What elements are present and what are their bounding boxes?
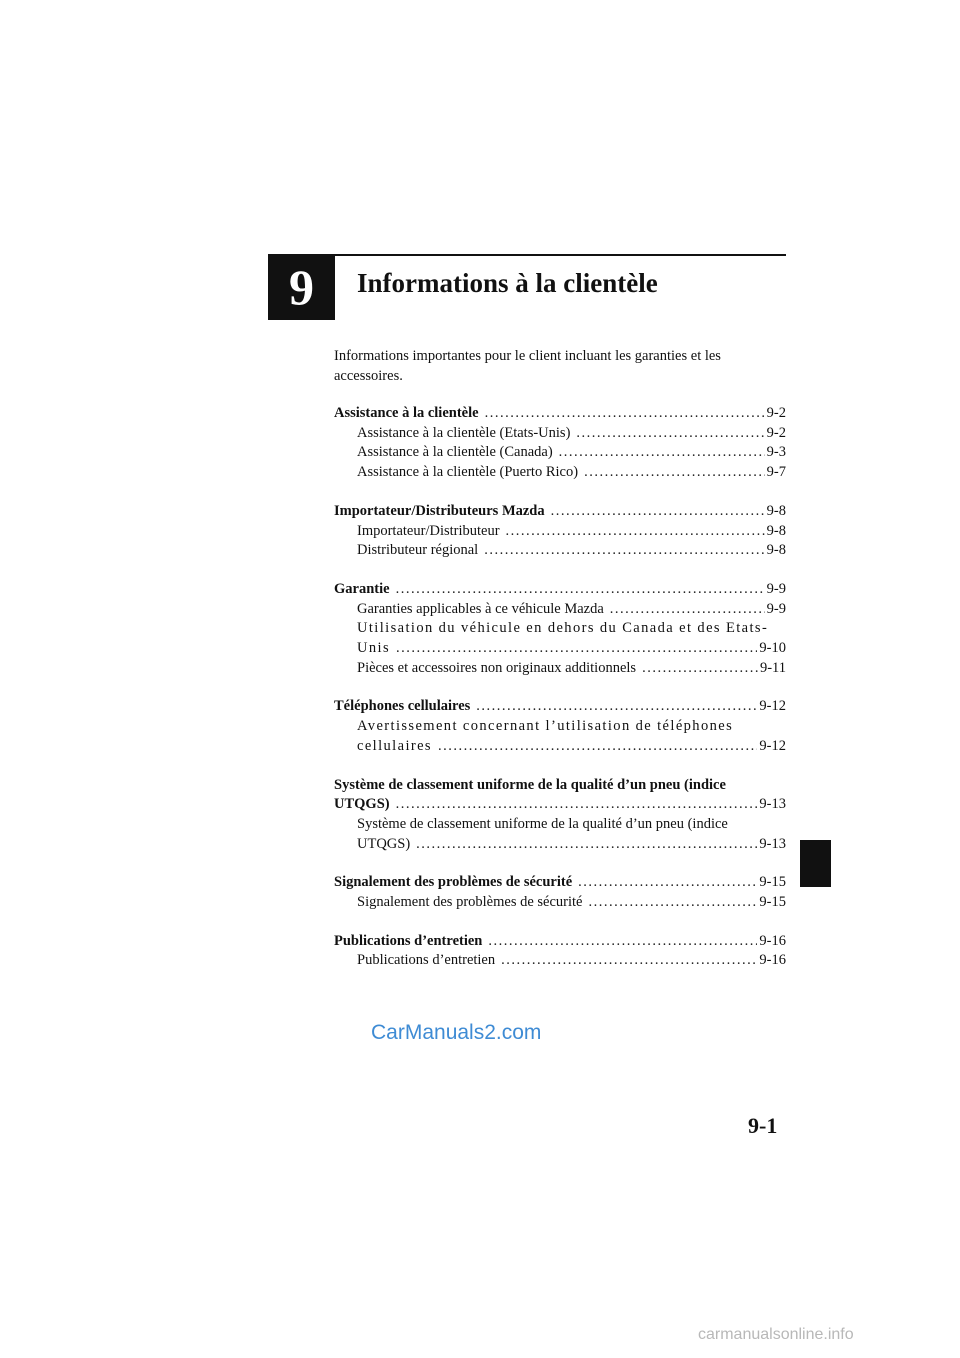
toc-section: [334, 932, 786, 971]
toc-entry-page: 9-12: [759, 737, 786, 754]
toc-section: [334, 776, 786, 855]
toc-section: [334, 404, 786, 483]
toc-entry-title: Publications d’entretien: [357, 952, 496, 969]
dot-leader: [551, 502, 765, 522]
toc-entry-title: Publications d’entretien: [334, 932, 483, 949]
toc-entry-title: Signalement des problèmes de sécurité: [357, 894, 583, 911]
chapter-intro: Informations importantes pour le client incluant les garanties et les accessoires.: [334, 348, 721, 384]
toc-entry-title-line1: Avertissement concernant l’utilisation de téléphones: [357, 718, 734, 735]
toc-entry-sub[interactable]: [334, 424, 786, 444]
toc-entry-main[interactable]: [334, 580, 786, 600]
toc-entry-main[interactable]: [334, 502, 786, 522]
toc-entry-title: Assistance à la clientèle: [334, 405, 479, 421]
dot-leader: [476, 697, 757, 717]
dot-leader: [488, 932, 757, 952]
dot-leader: [438, 737, 757, 757]
toc-entry-sub[interactable]: [334, 659, 786, 679]
dot-leader: [578, 873, 757, 893]
toc-section: [334, 580, 786, 679]
chapter-number-box: [268, 254, 335, 320]
toc-section: [334, 502, 786, 561]
toc-entry-title: Garantie: [334, 580, 390, 597]
toc-entry-title-line1: Système de classement uniforme de la qualité d’un pneu (indice: [357, 815, 728, 832]
dot-leader: [485, 404, 765, 424]
toc-entry-title: Importateur/Distributeurs Mazda: [334, 502, 545, 519]
toc-entry-page: 9-9: [766, 580, 786, 597]
toc-entry-sub[interactable]: [334, 717, 786, 756]
toc-entry-page: 9-12: [759, 698, 786, 715]
toc-entry-sub[interactable]: [334, 600, 786, 620]
chapter-title-rule: [335, 254, 786, 256]
dot-leader: [396, 639, 757, 659]
dot-leader: [501, 951, 757, 971]
toc-entry-page: 9-10: [759, 640, 786, 657]
table-of-contents: [334, 404, 786, 990]
toc-entry-main[interactable]: [334, 404, 786, 424]
toc-entry-main[interactable]: [334, 932, 786, 952]
toc-section: [334, 697, 786, 756]
toc-section: [334, 873, 786, 912]
toc-entry-title-line2: cellulaires: [357, 737, 432, 754]
toc-entry-sub[interactable]: [334, 541, 786, 561]
toc-entry-title: Assistance à la clientèle (Canada): [357, 444, 553, 461]
toc-entry-title-line2: UTQGS): [357, 835, 411, 852]
dot-leader: [610, 600, 765, 620]
toc-entry-title: Assistance à la clientèle (Puerto Rico): [357, 464, 579, 481]
toc-entry-page: 9-8: [766, 522, 786, 539]
toc-entry-page: 9-13: [759, 796, 786, 813]
toc-entry-title-line1: Système de classement uniforme de la qualité d’un pneu (indice: [334, 776, 726, 793]
dot-leader: [506, 522, 765, 542]
toc-entry-page: 9-8: [766, 502, 786, 519]
dot-leader: [396, 795, 758, 815]
dot-leader: [576, 424, 764, 444]
toc-entry-sub[interactable]: [334, 893, 786, 913]
toc-entry-title: Importateur/Distributeur: [357, 522, 500, 539]
dot-leader: [396, 580, 765, 600]
toc-entry-page: 9-15: [759, 874, 786, 891]
chapter-number: 9: [289, 259, 314, 315]
toc-entry-page: 9-3: [766, 444, 786, 461]
toc-entry-sub[interactable]: [334, 443, 786, 463]
toc-entry-title: Distributeur régional: [357, 542, 479, 559]
toc-entry-sub[interactable]: [334, 951, 786, 971]
toc-entry-page: 9-7: [766, 464, 786, 481]
dot-leader: [416, 835, 757, 855]
toc-entry-page: 9-13: [759, 835, 786, 852]
toc-entry-page: 9-2: [766, 424, 786, 441]
toc-entry-sub[interactable]: [334, 522, 786, 542]
toc-entry-title: Signalement des problèmes de sécurité: [334, 874, 573, 891]
toc-entry-main[interactable]: [334, 873, 786, 893]
dot-leader: [642, 659, 758, 679]
toc-entry-title: Pièces et accessoires non originaux additionnels: [357, 659, 637, 676]
toc-entry-page: 9-9: [766, 600, 786, 617]
toc-entry-main[interactable]: [334, 697, 786, 717]
dot-leader: [484, 541, 764, 561]
chapter-thumb-tab: [800, 840, 831, 887]
toc-entry-page: 9-8: [766, 542, 786, 559]
dot-leader: [589, 893, 758, 913]
toc-entry-page: 9-16: [759, 952, 786, 969]
toc-entry-page: 9-2: [766, 405, 786, 421]
chapter-title: Informations à la clientèle: [357, 268, 658, 298]
toc-entry-sub[interactable]: [334, 815, 786, 854]
footer-watermark: carmanualsonline.info: [698, 1326, 854, 1343]
toc-entry-main[interactable]: [334, 776, 786, 815]
watermark-logo: CarManuals2.com: [371, 1021, 542, 1044]
dot-leader: [584, 463, 765, 483]
toc-entry-title-line1: Utilisation du véhicule en dehors du Canada et des Etats-: [357, 620, 769, 637]
toc-entry-sub[interactable]: [334, 619, 786, 658]
toc-entry-title-line2: UTQGS): [334, 796, 390, 813]
toc-entry-page: 9-15: [759, 894, 786, 911]
dot-leader: [559, 443, 765, 463]
toc-entry-page: 9-16: [759, 932, 786, 949]
page-number: 9-1: [748, 1113, 778, 1138]
toc-entry-sub[interactable]: [334, 463, 786, 483]
toc-entry-title-line2: Unis: [357, 640, 390, 657]
toc-entry-title: Assistance à la clientèle (Etats-Unis): [357, 424, 571, 441]
toc-entry-page: 9-11: [759, 659, 786, 676]
toc-entry-title: Téléphones cellulaires: [334, 698, 471, 715]
toc-entry-title: Garanties applicables à ce véhicule Mazda: [357, 600, 604, 617]
